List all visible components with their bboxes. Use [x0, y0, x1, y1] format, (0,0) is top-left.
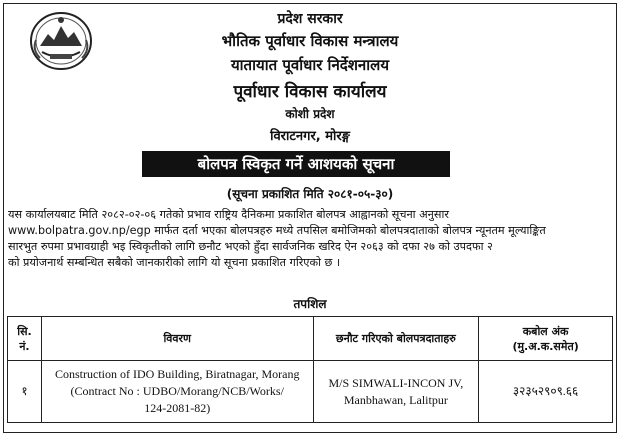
province-name: कोशी प्रदेश: [285, 107, 335, 121]
table-row: [8, 361, 613, 423]
header-description: विवरण: [41, 317, 313, 361]
cell-description: Construction of IDO Building, Biratnagar, Morang (Contract No : UDBO/Morang/NCB/Works/ 124-2081-82): [41, 361, 313, 423]
cell-bidder: M/S SIMWALI-INCON JV, Manbhawan, Lalitpur: [313, 361, 479, 423]
directorate-name: यातायात पूर्वाधार निर्देशनालय: [230, 56, 390, 74]
office-address: विराटनगर, मोरङ्ग: [270, 129, 350, 144]
cell-sn: १: [8, 361, 42, 423]
body-line: www.bolpatra.gov.np/egp मार्फत दर्ता भएका बोलपत्रहरु मध्ये तपसिल बमोजिमको बोलपत्रदाताको बोलपत्र न्यूनतम मूल्याङ्कित: [8, 224, 546, 237]
office-name: पूर्वाधार विकास कार्यालय: [233, 82, 387, 102]
header-sn: सि. नं.: [8, 317, 42, 361]
body-line: सारभुत रुपमा प्रभावग्राही भइ स्विकृतीको लागि छनौट भएको हुँदा सार्वजनिक खरिद ऐन २०६३ को दफा २७ को उपदफा २: [8, 240, 493, 253]
notice-title-banner: बोलपत्र स्विकृत गर्ने आशयको सूचना: [142, 151, 450, 177]
govt-name: प्रदेश सरकार: [277, 11, 343, 27]
body-line: यस कार्यालयबाट मिति २०८२-०२-०६ गतेको प्रभाव राष्ट्रिय दैनिकमा प्रकाशित बोलपत्र आह्वानको सूचना अनुसार: [8, 208, 449, 221]
body-line: को प्रयोजनार्थ सम्बन्धित सबैको जानकारीको लागि यो सूचना प्रकाशित गरिएको छ ।: [8, 256, 341, 269]
cell-amount: ३२३५२९०९.६६: [479, 361, 613, 423]
table-header-row: [8, 317, 613, 361]
notice-body: [8, 207, 612, 271]
ministry-name: भौतिक पूर्वाधार विकास मन्त्रालय: [221, 32, 399, 50]
publish-date: (सूचना प्रकाशित मिति २०८१-०५-३०): [226, 187, 394, 201]
header-bidder: छनौट गरिएको बोलपत्रदाताहरु: [313, 317, 479, 361]
details-table: [7, 316, 613, 423]
details-heading: तपशिल: [293, 297, 327, 311]
header-amount: कबोल अंक (मु.अ.क.समेत): [479, 317, 613, 361]
